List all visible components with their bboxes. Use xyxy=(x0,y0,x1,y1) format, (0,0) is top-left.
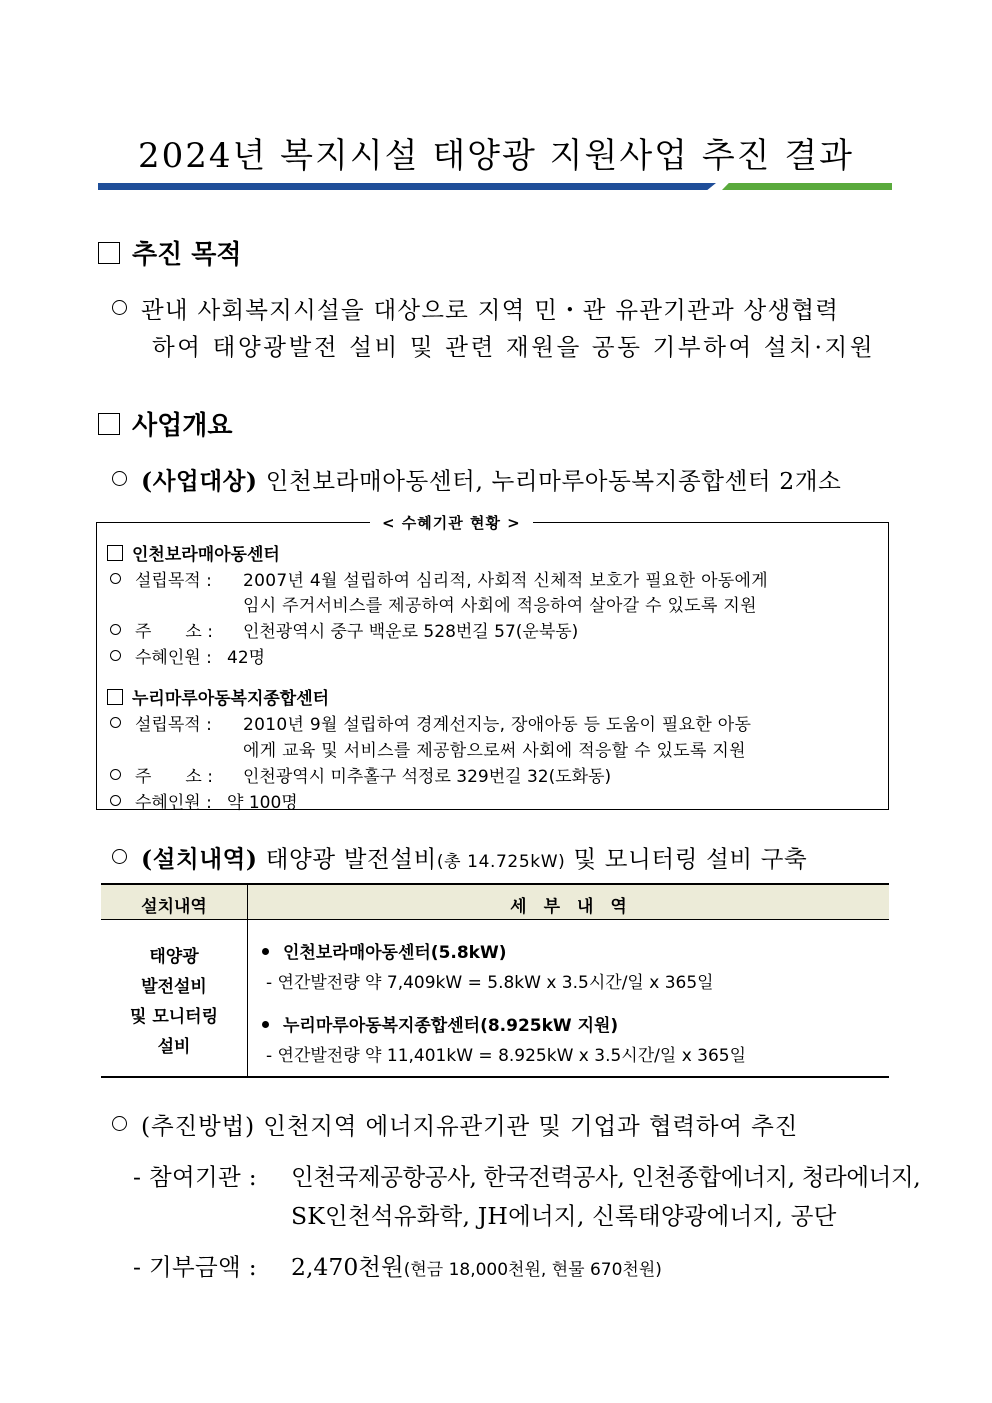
table-row-label: 태양광 발전설비 및 모니터링 설비 xyxy=(129,947,219,1057)
donation-label: - 기부금액 : xyxy=(133,1253,258,1281)
center-1-address: 주 소 : xyxy=(110,617,213,642)
bullet-dot-icon xyxy=(262,948,269,955)
center-1-purpose-line-2: 임시 주거서비스를 제공하여 사회에 적응하여 살아갈 수 있도록 지원 xyxy=(243,596,757,616)
section-heading-purpose: 추진 목적 xyxy=(98,234,242,271)
center-2-purpose: 설립목적 : xyxy=(110,710,212,735)
page-title: 2024년 복지시설 태양광 지원사업 추진 결과 xyxy=(137,136,855,176)
center-2-address: 주 소 : xyxy=(110,762,213,787)
center-2-name: 누리마루아동복지종합센터 xyxy=(107,684,329,709)
center-1-address-value: 인천광역시 중구 백운로 528번길 57(운북동) xyxy=(243,622,579,642)
checkbox-square-icon xyxy=(107,689,123,705)
circle-bullet-icon xyxy=(112,471,127,486)
center-2-people: 수혜인원 : xyxy=(110,788,212,813)
circle-bullet-icon xyxy=(110,624,121,635)
circle-bullet-icon xyxy=(112,1116,127,1131)
table-item-1-title: 인천보라매아동센터(5.8kW) xyxy=(262,938,507,963)
participants-label: - 참여기관 : xyxy=(133,1163,258,1191)
purpose-line-2: 하여 태양광발전 설비 및 관련 재원을 공동 기부하여 설치·지원 xyxy=(152,333,876,361)
center-2-address-value: 인천광역시 미추홀구 석정로 329번길 32(도화동) xyxy=(243,767,612,787)
circle-bullet-icon xyxy=(110,573,121,584)
table-item-1-detail: - 연간발전량 약 7,409kW = 5.8kW x 3.5시간/일 x 365일 xyxy=(266,973,714,993)
center-1-purpose-line-1: 2007년 4월 설립하여 심리적, 사회적 신체적 보호가 필요한 아동에게 xyxy=(243,571,768,591)
center-1-name: 인천보라매아동센터 xyxy=(107,540,280,565)
section-heading-overview: 사업개요 xyxy=(98,405,232,442)
purpose-line-1: 관내 사회복지시설을 대상으로 지역 민・관 유관기관과 상생협력 xyxy=(112,291,839,325)
center-1-people: 수혜인원 : xyxy=(110,643,212,668)
circle-bullet-icon xyxy=(112,849,127,864)
circle-bullet-icon xyxy=(110,717,121,728)
table-header-col1: 설치내역 xyxy=(141,897,207,917)
bullet-dot-icon xyxy=(262,1021,269,1028)
title-underline-green xyxy=(722,183,892,190)
circle-bullet-icon xyxy=(110,795,121,806)
table-bottom-border xyxy=(101,1076,889,1078)
participants-line-1: 인천국제공항공사, 한국전력공사, 인천종합에너지, 청라에너지, xyxy=(291,1163,921,1191)
target-line: (사업대상) 인천보라매아동센터, 누리마루아동복지종합센터 2개소 xyxy=(112,462,841,496)
checkbox-square-icon xyxy=(98,242,120,264)
center-2-people-value: 약 100명 xyxy=(227,793,298,813)
center-2-purpose-line-1: 2010년 9월 설립하여 경계선지능, 장애아동 등 도움이 필요한 아동 xyxy=(243,715,752,735)
table-header-col2: 세 부 내 역 xyxy=(510,897,627,917)
table-item-2-title: 누리마루아동복지종합센터(8.925kW 지원) xyxy=(262,1011,618,1036)
table-item-2-detail: - 연간발전량 약 11,401kW = 8.925kW x 3.5시간/일 x 365일 xyxy=(266,1046,747,1066)
circle-bullet-icon xyxy=(110,769,121,780)
title-underline-blue xyxy=(98,183,716,190)
center-1-people-value: 42명 xyxy=(227,648,266,668)
center-1-purpose: 설립목적 : xyxy=(110,566,212,591)
method-line: (추진방법) 인천지역 에너지유관기관 및 기업과 협력하여 추진 xyxy=(112,1107,798,1141)
circle-bullet-icon xyxy=(110,650,121,661)
circle-bullet-icon xyxy=(112,300,127,315)
center-2-purpose-line-2: 에게 교육 및 서비스를 제공함으로써 사회에 적응할 수 있도록 지원 xyxy=(243,741,746,761)
checkbox-square-icon xyxy=(107,545,123,561)
donation-amount: 2,470천원(현금 18,000천원, 현물 670천원) xyxy=(291,1253,662,1281)
checkbox-square-icon xyxy=(98,413,120,435)
participants-line-2: SK인천석유화학, JH에너지, 신록태양광에너지, 공단 xyxy=(291,1202,837,1230)
install-line: (설치내역) 태양광 발전설비(총 14.725kW) 및 모니터링 설비 구축 xyxy=(112,840,807,874)
recipients-box-title: < 수혜기관 현황 > xyxy=(370,512,533,533)
